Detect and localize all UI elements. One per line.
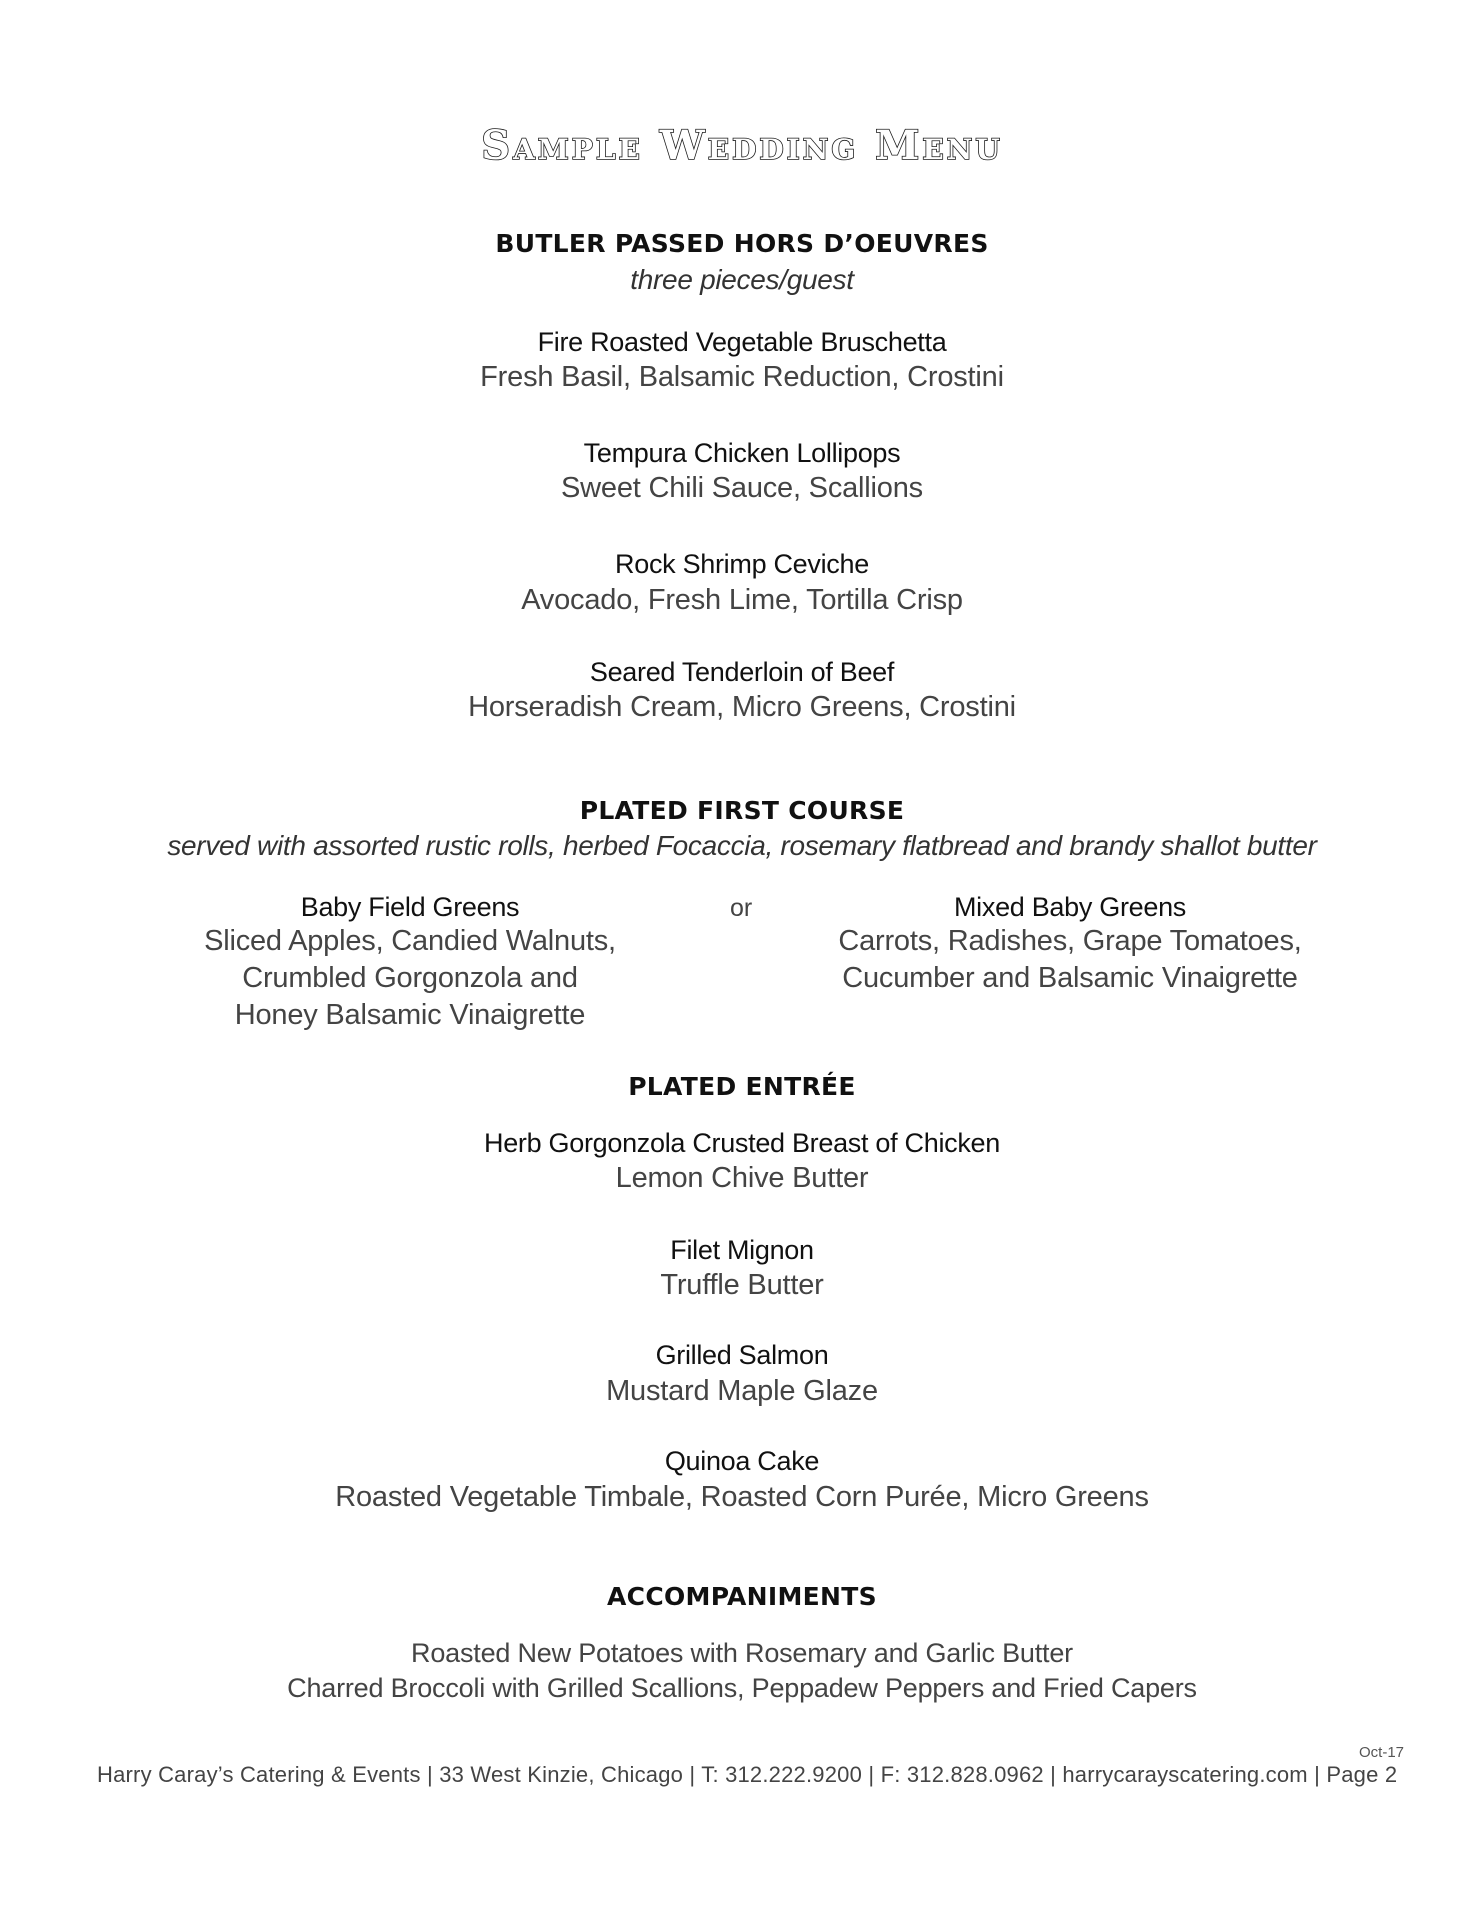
- page-title: Sample Wedding Menu: [481, 122, 1003, 169]
- menu-item-name: Mixed Baby Greens: [953, 892, 1186, 922]
- menu-item-description: Fresh Basil, Balsamic Reduction, Crostini: [480, 361, 1004, 393]
- menu-item-description: Truffle Butter: [660, 1269, 824, 1301]
- menu-item-name: Quinoa Cake: [664, 1446, 820, 1476]
- menu-item-description: Avocado, Fresh Lime, Tortilla Crisp: [521, 584, 963, 616]
- menu-item-name: Baby Field Greens: [300, 892, 520, 922]
- or-separator: or: [730, 894, 753, 922]
- menu-item-description-line: Carrots, Radishes, Grape Tomatoes,: [838, 925, 1302, 957]
- footer-contact-line: Harry Caray’s Catering & Events | 33 West Kinzie, Chicago | T: 312.222.9200 | F: 312.828.0962 | harrycarayscatering.com | Page 2: [97, 1762, 1398, 1787]
- section-heading-accompaniments: ACCOMPANIMENTS: [607, 1582, 877, 1611]
- menu-item-description: Sweet Chili Sauce, Scallions: [561, 472, 923, 504]
- menu-item-name: Grilled Salmon: [655, 1340, 829, 1370]
- menu-item-name: Rock Shrimp Ceviche: [615, 549, 869, 579]
- menu-item-description: Lemon Chive Butter: [615, 1162, 869, 1194]
- accompaniment-line: Charred Broccoli with Grilled Scallions, Peppadew Peppers and Fried Capers: [287, 1673, 1197, 1703]
- menu-item-description-line: Honey Balsamic Vinaigrette: [234, 999, 586, 1031]
- accompaniment-line: Roasted New Potatoes with Rosemary and Garlic Butter: [411, 1638, 1073, 1668]
- menu-item-description-line: Sliced Apples, Candied Walnuts,: [204, 925, 616, 957]
- section-heading-entree: PLATED ENTRÉE: [628, 1072, 856, 1101]
- menu-item-name: Fire Roasted Vegetable Bruschetta: [537, 327, 947, 357]
- menu-item-description: Horseradish Cream, Micro Greens, Crostini: [468, 691, 1016, 723]
- first-course-option-right: [820, 892, 1320, 995]
- menu-item-name: Seared Tenderloin of Beef: [589, 657, 895, 687]
- section-subtitle-first-course: served with assorted rustic rolls, herbed Focaccia, rosemary flatbread and brandy shallot butter: [167, 830, 1317, 861]
- section-heading-hors-doeuvres: BUTLER PASSED HORS D’OEUVRES: [495, 229, 989, 258]
- menu-item-name: Herb Gorgonzola Crusted Breast of Chicken: [484, 1128, 1000, 1158]
- menu-item-description-line: Crumbled Gorgonzola and: [242, 962, 578, 994]
- menu-item-description-line: Cucumber and Balsamic Vinaigrette: [842, 962, 1298, 994]
- menu-item-description: Mustard Maple Glaze: [606, 1375, 878, 1407]
- section-heading-first-course: PLATED FIRST COURSE: [579, 796, 905, 825]
- first-course-option-left: [160, 892, 660, 1032]
- menu-item-name: Filet Mignon: [670, 1235, 814, 1265]
- section-subtitle-hors-doeuvres: three pieces/guest: [630, 264, 854, 295]
- date-code: Oct-17: [1358, 1744, 1404, 1761]
- menu-item-description: Roasted Vegetable Timbale, Roasted Corn Purée, Micro Greens: [335, 1481, 1149, 1513]
- menu-item-name: Tempura Chicken Lollipops: [583, 438, 901, 468]
